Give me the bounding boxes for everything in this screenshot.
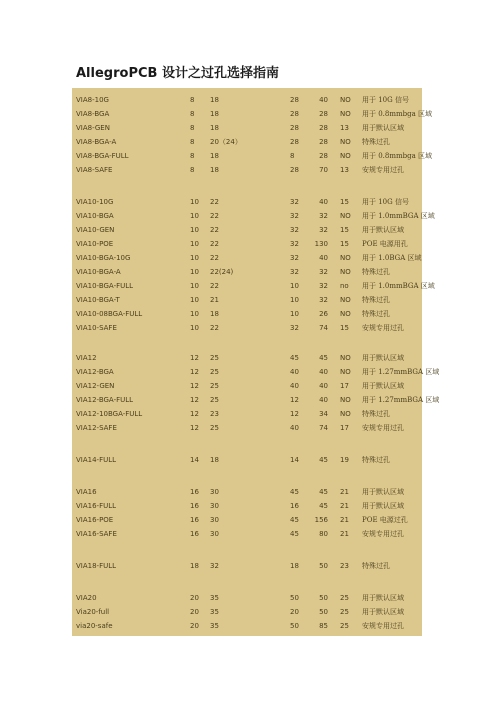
cell-d: 26 (319, 310, 328, 318)
cell-e: 15 (340, 240, 349, 248)
cell-name: VIA10-SAFE (76, 324, 117, 332)
cell-a: 18 (190, 562, 199, 570)
cell-a: 16 (190, 502, 199, 510)
cell-f: 用于默认区域 (362, 354, 404, 362)
table-row (72, 280, 435, 292)
cell-name: VIA8-SAFE (76, 166, 113, 174)
cell-e: 25 (340, 594, 349, 602)
cell-a: 8 (190, 110, 195, 118)
cell-e: 15 (340, 324, 349, 332)
cell-c: 10 (290, 282, 299, 290)
cell-f: POE 电源用孔 (362, 240, 408, 248)
cell-a: 10 (190, 324, 199, 332)
table-row (72, 196, 422, 208)
cell-f: 用于默认区域 (362, 594, 404, 602)
cell-b: 22 (210, 240, 219, 248)
cell-f: 用于默认区域 (362, 608, 404, 616)
cell-a: 12 (190, 396, 199, 404)
cell-e: NO (340, 152, 351, 160)
cell-name: VIA10-BGA-10G (76, 254, 131, 262)
cell-f: 用于 0.8mmbga 区域 (362, 152, 432, 160)
cell-c: 32 (290, 254, 299, 262)
cell-a: 12 (190, 424, 199, 432)
cell-a: 16 (190, 516, 199, 524)
cell-b: 35 (210, 622, 219, 630)
cell-e: 23 (340, 562, 349, 570)
cell-name: VIA16-FULL (76, 502, 117, 510)
table-row (72, 606, 422, 618)
cell-name: VIA8-BGA-A (76, 138, 117, 146)
cell-e: 25 (340, 622, 349, 630)
cell-c: 10 (290, 296, 299, 304)
cell-d: 74 (319, 424, 328, 432)
cell-b: 18 (210, 124, 219, 132)
cell-e: NO (340, 212, 351, 220)
cell-a: 12 (190, 354, 199, 362)
cell-name: VIA16 (76, 488, 97, 496)
table-row (72, 238, 422, 250)
cell-a: 8 (190, 138, 195, 146)
cell-f: 安规专用过孔 (362, 166, 404, 174)
cell-e: NO (340, 138, 351, 146)
cell-b: 20（24） (210, 138, 242, 146)
cell-d: 40 (319, 382, 328, 390)
cell-f: POE 电源过孔 (362, 516, 408, 524)
table-row (72, 366, 440, 378)
cell-f: 用于 10G 信号 (362, 96, 409, 104)
cell-name: VIA12-BGA-FULL (76, 396, 134, 404)
cell-b: 25 (210, 354, 219, 362)
cell-a: 10 (190, 282, 199, 290)
table-row (72, 150, 432, 162)
table-row (72, 294, 422, 306)
cell-d: 45 (319, 354, 328, 362)
cell-f: 安规专用过孔 (362, 324, 404, 332)
cell-c: 45 (290, 516, 299, 524)
cell-a: 8 (190, 124, 195, 132)
page-title: AllegroPCB 设计之过孔选择指南 (76, 66, 279, 81)
via-table (72, 88, 440, 636)
cell-c: 45 (290, 354, 299, 362)
cell-d: 70 (319, 166, 328, 174)
cell-d: 40 (319, 254, 328, 262)
cell-c: 40 (290, 424, 299, 432)
cell-f: 特殊过孔 (362, 268, 390, 276)
cell-f: 特殊过孔 (362, 310, 390, 318)
cell-name: VIA8-10G (76, 96, 109, 104)
cell-c: 28 (290, 166, 299, 174)
cell-d: 156 (314, 516, 328, 524)
cell-name: VIA10-BGA (76, 212, 114, 220)
cell-e: NO (340, 410, 351, 418)
cell-d: 32 (319, 268, 328, 276)
cell-b: 18 (210, 166, 219, 174)
cell-e: 19 (340, 456, 349, 464)
cell-e: NO (340, 268, 351, 276)
cell-b: 30 (210, 516, 219, 524)
cell-d: 34 (319, 410, 328, 418)
cell-e: 15 (340, 198, 349, 206)
cell-d: 32 (319, 282, 328, 290)
cell-b: 35 (210, 608, 219, 616)
cell-c: 32 (290, 324, 299, 332)
cell-b: 22 (210, 226, 219, 234)
cell-c: 32 (290, 212, 299, 220)
cell-d: 32 (319, 296, 328, 304)
cell-name: VIA16-SAFE (76, 530, 117, 538)
cell-b: 25 (210, 382, 219, 390)
cell-d: 28 (319, 152, 328, 160)
cell-b: 18 (210, 152, 219, 160)
cell-b: 22 (210, 212, 219, 220)
table-row (72, 108, 432, 120)
cell-b: 22(24) (210, 268, 234, 276)
cell-e: 15 (340, 226, 349, 234)
cell-name: VIA16-POE (76, 516, 114, 524)
table-row (72, 266, 422, 278)
cell-d: 80 (319, 530, 328, 538)
cell-b: 22 (210, 198, 219, 206)
cell-b: 22 (210, 282, 219, 290)
cell-name: Via20-full (76, 608, 110, 616)
cell-name: VIA12-BGA (76, 368, 114, 376)
cell-name: VIA8-BGA (76, 110, 110, 118)
table-row (72, 94, 422, 106)
table-row (72, 252, 422, 264)
cell-name: VIA10-BGA-T (76, 296, 120, 304)
cell-c: 18 (290, 562, 299, 570)
table-row (72, 620, 422, 632)
cell-name: VIA12-10BGA-FULL (76, 410, 143, 418)
cell-c: 45 (290, 530, 299, 538)
cell-f: 安规专用过孔 (362, 424, 404, 432)
cell-d: 130 (314, 240, 328, 248)
cell-f: 用于默认区域 (362, 124, 404, 132)
cell-a: 10 (190, 268, 199, 276)
cell-d: 45 (319, 502, 328, 510)
cell-f: 用于 1.27mmBGA 区域 (362, 396, 440, 404)
cell-f: 安规专用过孔 (362, 622, 404, 630)
cell-a: 10 (190, 226, 199, 234)
cell-a: 8 (190, 166, 195, 174)
cell-a: 10 (190, 310, 199, 318)
cell-a: 12 (190, 368, 199, 376)
cell-c: 28 (290, 110, 299, 118)
cell-a: 12 (190, 410, 199, 418)
cell-e: NO (340, 368, 351, 376)
cell-e: 21 (340, 530, 349, 538)
table-row (72, 514, 422, 526)
cell-c: 14 (290, 456, 299, 464)
cell-f: 用于 1.27mmBGA 区域 (362, 368, 440, 376)
cell-d: 50 (319, 608, 328, 616)
cell-b: 30 (210, 530, 219, 538)
cell-name: VIA10-BGA-A (76, 268, 121, 276)
cell-e: NO (340, 396, 351, 404)
cell-d: 45 (319, 488, 328, 496)
cell-c: 28 (290, 124, 299, 132)
table-row (72, 592, 422, 604)
cell-b: 25 (210, 424, 219, 432)
cell-b: 18 (210, 110, 219, 118)
cell-b: 21 (210, 296, 219, 304)
table-row (72, 454, 422, 466)
table-row (72, 308, 422, 320)
table-row (72, 500, 422, 512)
cell-name: VIA10-POE (76, 240, 114, 248)
cell-e: NO (340, 96, 351, 104)
cell-name: VIA8-GEN (76, 124, 110, 132)
cell-e: NO (340, 296, 351, 304)
cell-f: 用于默认区域 (362, 502, 404, 510)
cell-name: VIA10-GEN (76, 226, 115, 234)
cell-c: 40 (290, 382, 299, 390)
table-row (72, 224, 422, 236)
cell-name: VIA10-BGA-FULL (76, 282, 134, 290)
cell-c: 32 (290, 268, 299, 276)
cell-b: 18 (210, 456, 219, 464)
cell-e: 13 (340, 166, 349, 174)
cell-b: 35 (210, 594, 219, 602)
cell-d: 40 (319, 96, 328, 104)
cell-b: 23 (210, 410, 219, 418)
cell-b: 18 (210, 310, 219, 318)
cell-e: NO (340, 354, 351, 362)
cell-c: 32 (290, 226, 299, 234)
cell-c: 32 (290, 240, 299, 248)
cell-a: 12 (190, 382, 199, 390)
table-row (72, 408, 422, 420)
cell-name: VIA14-FULL (76, 456, 117, 464)
cell-c: 16 (290, 502, 299, 510)
table-row (72, 210, 435, 222)
cell-e: 17 (340, 424, 349, 432)
cell-c: 40 (290, 368, 299, 376)
table-row (72, 164, 422, 176)
cell-d: 50 (319, 594, 328, 602)
cell-f: 用于 0.8mmbga 区域 (362, 110, 432, 118)
cell-name: VIA20 (76, 594, 97, 602)
cell-d: 74 (319, 324, 328, 332)
cell-b: 18 (210, 96, 219, 104)
cell-d: 28 (319, 110, 328, 118)
cell-name: VIA18-FULL (76, 562, 117, 570)
cell-a: 10 (190, 198, 199, 206)
cell-d: 40 (319, 198, 328, 206)
table-row (72, 422, 422, 434)
cell-e: 21 (340, 488, 349, 496)
cell-d: 28 (319, 124, 328, 132)
cell-name: VIA10-10G (76, 198, 114, 206)
cell-c: 32 (290, 198, 299, 206)
cell-a: 20 (190, 594, 199, 602)
cell-c: 45 (290, 488, 299, 496)
cell-e: 25 (340, 608, 349, 616)
cell-e: 21 (340, 516, 349, 524)
cell-b: 32 (210, 562, 219, 570)
cell-c: 8 (290, 152, 295, 160)
cell-e: no (340, 282, 349, 290)
cell-name: VIA12-SAFE (76, 424, 117, 432)
cell-f: 用于 1.0mmBGA 区域 (362, 282, 435, 290)
cell-a: 8 (190, 96, 195, 104)
cell-d: 85 (319, 622, 328, 630)
cell-name: VIA12 (76, 354, 97, 362)
cell-b: 22 (210, 254, 219, 262)
cell-name: via20-safe (76, 622, 113, 630)
table-row (72, 322, 422, 334)
cell-d: 40 (319, 396, 328, 404)
cell-f: 特殊过孔 (362, 562, 390, 570)
cell-b: 22 (210, 324, 219, 332)
cell-name: VIA10-08BGA-FULL (76, 310, 143, 318)
cell-name: VIA8-BGA-FULL (76, 152, 129, 160)
cell-f: 用于默认区域 (362, 226, 404, 234)
cell-e: NO (340, 310, 351, 318)
cell-a: 10 (190, 240, 199, 248)
table-row (72, 394, 440, 406)
cell-a: 20 (190, 608, 199, 616)
cell-f: 用于默认区域 (362, 488, 404, 496)
cell-a: 14 (190, 456, 199, 464)
cell-f: 特殊过孔 (362, 456, 390, 464)
cell-e: 21 (340, 502, 349, 510)
cell-d: 28 (319, 138, 328, 146)
cell-a: 8 (190, 152, 195, 160)
cell-e: NO (340, 110, 351, 118)
cell-e: 13 (340, 124, 349, 132)
cell-c: 20 (290, 608, 299, 616)
cell-a: 16 (190, 530, 199, 538)
cell-b: 30 (210, 502, 219, 510)
cell-f: 特殊过孔 (362, 138, 390, 146)
cell-a: 10 (190, 254, 199, 262)
cell-f: 特殊过孔 (362, 296, 390, 304)
cell-d: 40 (319, 368, 328, 376)
cell-f: 特殊过孔 (362, 410, 390, 418)
cell-a: 10 (190, 296, 199, 304)
cell-f: 用于 1.0mmBGA 区域 (362, 212, 435, 220)
table-row (72, 528, 422, 540)
table-row (72, 122, 422, 134)
cell-d: 45 (319, 456, 328, 464)
cell-f: 安规专用过孔 (362, 530, 404, 538)
table-row (72, 380, 422, 392)
cell-name: VIA12-GEN (76, 382, 115, 390)
table-row (72, 486, 422, 498)
cell-a: 16 (190, 488, 199, 496)
cell-f: 用于 1.0BGA 区域 (362, 254, 422, 262)
cell-a: 20 (190, 622, 199, 630)
cell-b: 25 (210, 368, 219, 376)
cell-c: 12 (290, 396, 299, 404)
cell-c: 28 (290, 138, 299, 146)
cell-c: 28 (290, 96, 299, 104)
cell-c: 12 (290, 410, 299, 418)
cell-d: 32 (319, 226, 328, 234)
cell-e: NO (340, 254, 351, 262)
cell-c: 50 (290, 594, 299, 602)
cell-d: 32 (319, 212, 328, 220)
cell-a: 10 (190, 212, 199, 220)
table-row (72, 136, 422, 148)
cell-e: 17 (340, 382, 349, 390)
cell-f: 用于默认区域 (362, 382, 404, 390)
cell-b: 30 (210, 488, 219, 496)
cell-b: 25 (210, 396, 219, 404)
cell-c: 10 (290, 310, 299, 318)
cell-f: 用于 10G 信号 (362, 198, 409, 206)
cell-d: 50 (319, 562, 328, 570)
table-row (72, 352, 422, 364)
table-row (72, 560, 422, 572)
cell-c: 50 (290, 622, 299, 630)
